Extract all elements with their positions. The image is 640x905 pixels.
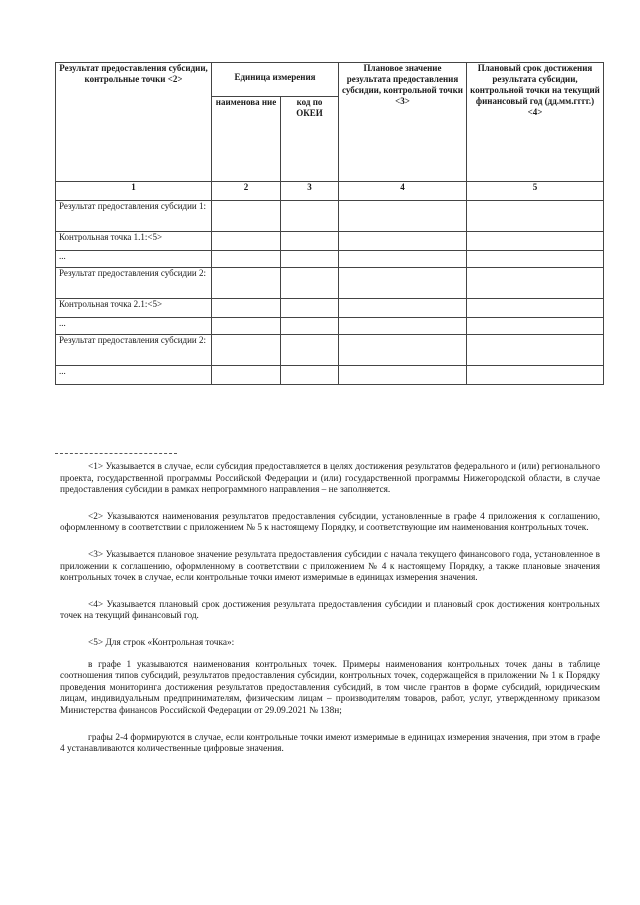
footnote-1: <1> Указывается в случае, если субсидия предоставляется в целях достижения результатов федерального и (или) регионального проекта, государственной программы Российской Федерации и (или) государственной программы Нижегородской области, в случае предоставления субсидии в рамках непрограммного направления – не заполняется. — [60, 462, 600, 496]
table-cell — [339, 201, 467, 232]
row-label: ... — [56, 318, 212, 335]
header-planned-date: Плановый срок достижения результата субсидии, контрольной точки на текущий финансовый год (дд.мм.гггг.) <4> — [467, 63, 604, 182]
table-row — [56, 232, 604, 251]
footnote-5-graph-1: в графе 1 указываются наименования контрольных точек. Примеры наименования контрольных точек даны в таблице соотношения типов субсидий, результатов предоставления субсидии, контрольных точек, содержащейся в приложении № 1 к Порядку проведения мониторинга достижения результатов предоставления субсидий, в том числе грантов в форме субсидий, юридическим лицам, индивидуальным предпринимателям, физическим лицам – производителям товаров, работ, услуг, утвержденному приказом Министерства финансов Российской Федерации от 29.09.2021 № 138н; — [60, 659, 600, 716]
col-number: 3 — [281, 182, 339, 201]
footnote-separator — [55, 453, 177, 454]
table-row — [56, 366, 604, 385]
table-row — [56, 318, 604, 335]
table-cell — [281, 201, 339, 232]
table-cell — [212, 232, 281, 251]
row-label: ... — [56, 366, 212, 385]
table-row — [56, 201, 604, 232]
table-cell — [339, 268, 467, 299]
table-cell — [467, 299, 604, 318]
table-cell — [212, 366, 281, 385]
row-label: Результат предоставления субсидии 1: — [56, 201, 212, 232]
footnotes — [60, 462, 600, 771]
col-number: 4 — [339, 182, 467, 201]
header-planned-value: Плановое значение результата предоставления субсидии, контрольной точки <3> — [339, 63, 467, 182]
table-cell — [467, 366, 604, 385]
footnote-5: <5> Для строк «Контрольная точка»: — [88, 637, 235, 648]
table-cell — [339, 232, 467, 251]
header-result: Результат предоставления субсидии, контрольные точки <2> — [56, 63, 212, 182]
table-cell — [339, 366, 467, 385]
table-cell — [281, 268, 339, 299]
table-cell — [467, 318, 604, 335]
table-cell — [339, 318, 467, 335]
results-table — [55, 62, 604, 385]
col-number: 1 — [56, 182, 212, 201]
table-cell — [339, 299, 467, 318]
table-cell — [339, 251, 467, 268]
footnote-3: <3> Указывается плановое значение результата предоставления субсидии с начала текущего финансового года, установленное в приложении к соглашению, оформленному в соответствии с приложением № 4 к настоящему Порядку, а также плановые значения контрольных точек в случае, если контрольные точки имеют измеримые в единицах измерения значения. — [60, 549, 600, 584]
table-cell — [212, 318, 281, 335]
row-label: Контрольная точка 2.1:<5> — [56, 299, 212, 318]
header-unit-group: Единица измерения — [212, 63, 339, 97]
table-row — [56, 251, 604, 268]
footnote-2: <2> Указываются наименования результатов предоставления субсидии, установленные в графе 4 приложения к соглашению, оформленному в соответствии с приложением № 5 к настоящему Порядку, и соответствующие им наименования контрольных точек. — [60, 511, 600, 534]
table-cell — [212, 251, 281, 268]
row-label: ... — [56, 251, 212, 268]
table-cell — [212, 299, 281, 318]
footnote-5-graph-2-4: графы 2-4 формируются в случае, если контрольные точки имеют измеримые в единицах измерения значения, при этом в графе 4 устанавливаются количественные цифровые значения. — [60, 732, 600, 755]
table-cell — [212, 335, 281, 366]
table-cell — [467, 201, 604, 232]
table-cell — [281, 232, 339, 251]
table-cell — [467, 251, 604, 268]
table-cell — [467, 335, 604, 366]
row-label: Результат предоставления субсидии 2: — [56, 335, 212, 366]
table-cell — [467, 268, 604, 299]
row-label: Контрольная точка 1.1:<5> — [56, 232, 212, 251]
table-cell — [339, 335, 467, 366]
header-unit-name: наименова ние — [212, 97, 281, 182]
table-cell — [281, 335, 339, 366]
table-cell — [212, 201, 281, 232]
col-number: 5 — [467, 182, 604, 201]
table-row — [56, 268, 604, 299]
table-cell — [281, 251, 339, 268]
table-cell — [281, 318, 339, 335]
table-cell — [281, 366, 339, 385]
header-unit-code: код по ОКЕИ — [281, 97, 339, 182]
col-number: 2 — [212, 182, 281, 201]
row-label: Результат предоставления субсидии 2: — [56, 268, 212, 299]
table-cell — [212, 268, 281, 299]
table-row — [56, 299, 604, 318]
table-cell — [281, 299, 339, 318]
table-row — [56, 335, 604, 366]
footnote-4: <4> Указывается плановый срок достижения результата предоставления субсидии и плановый срок достижения контрольных точек на текущий финансовый год. — [60, 599, 600, 622]
table-cell — [467, 232, 604, 251]
